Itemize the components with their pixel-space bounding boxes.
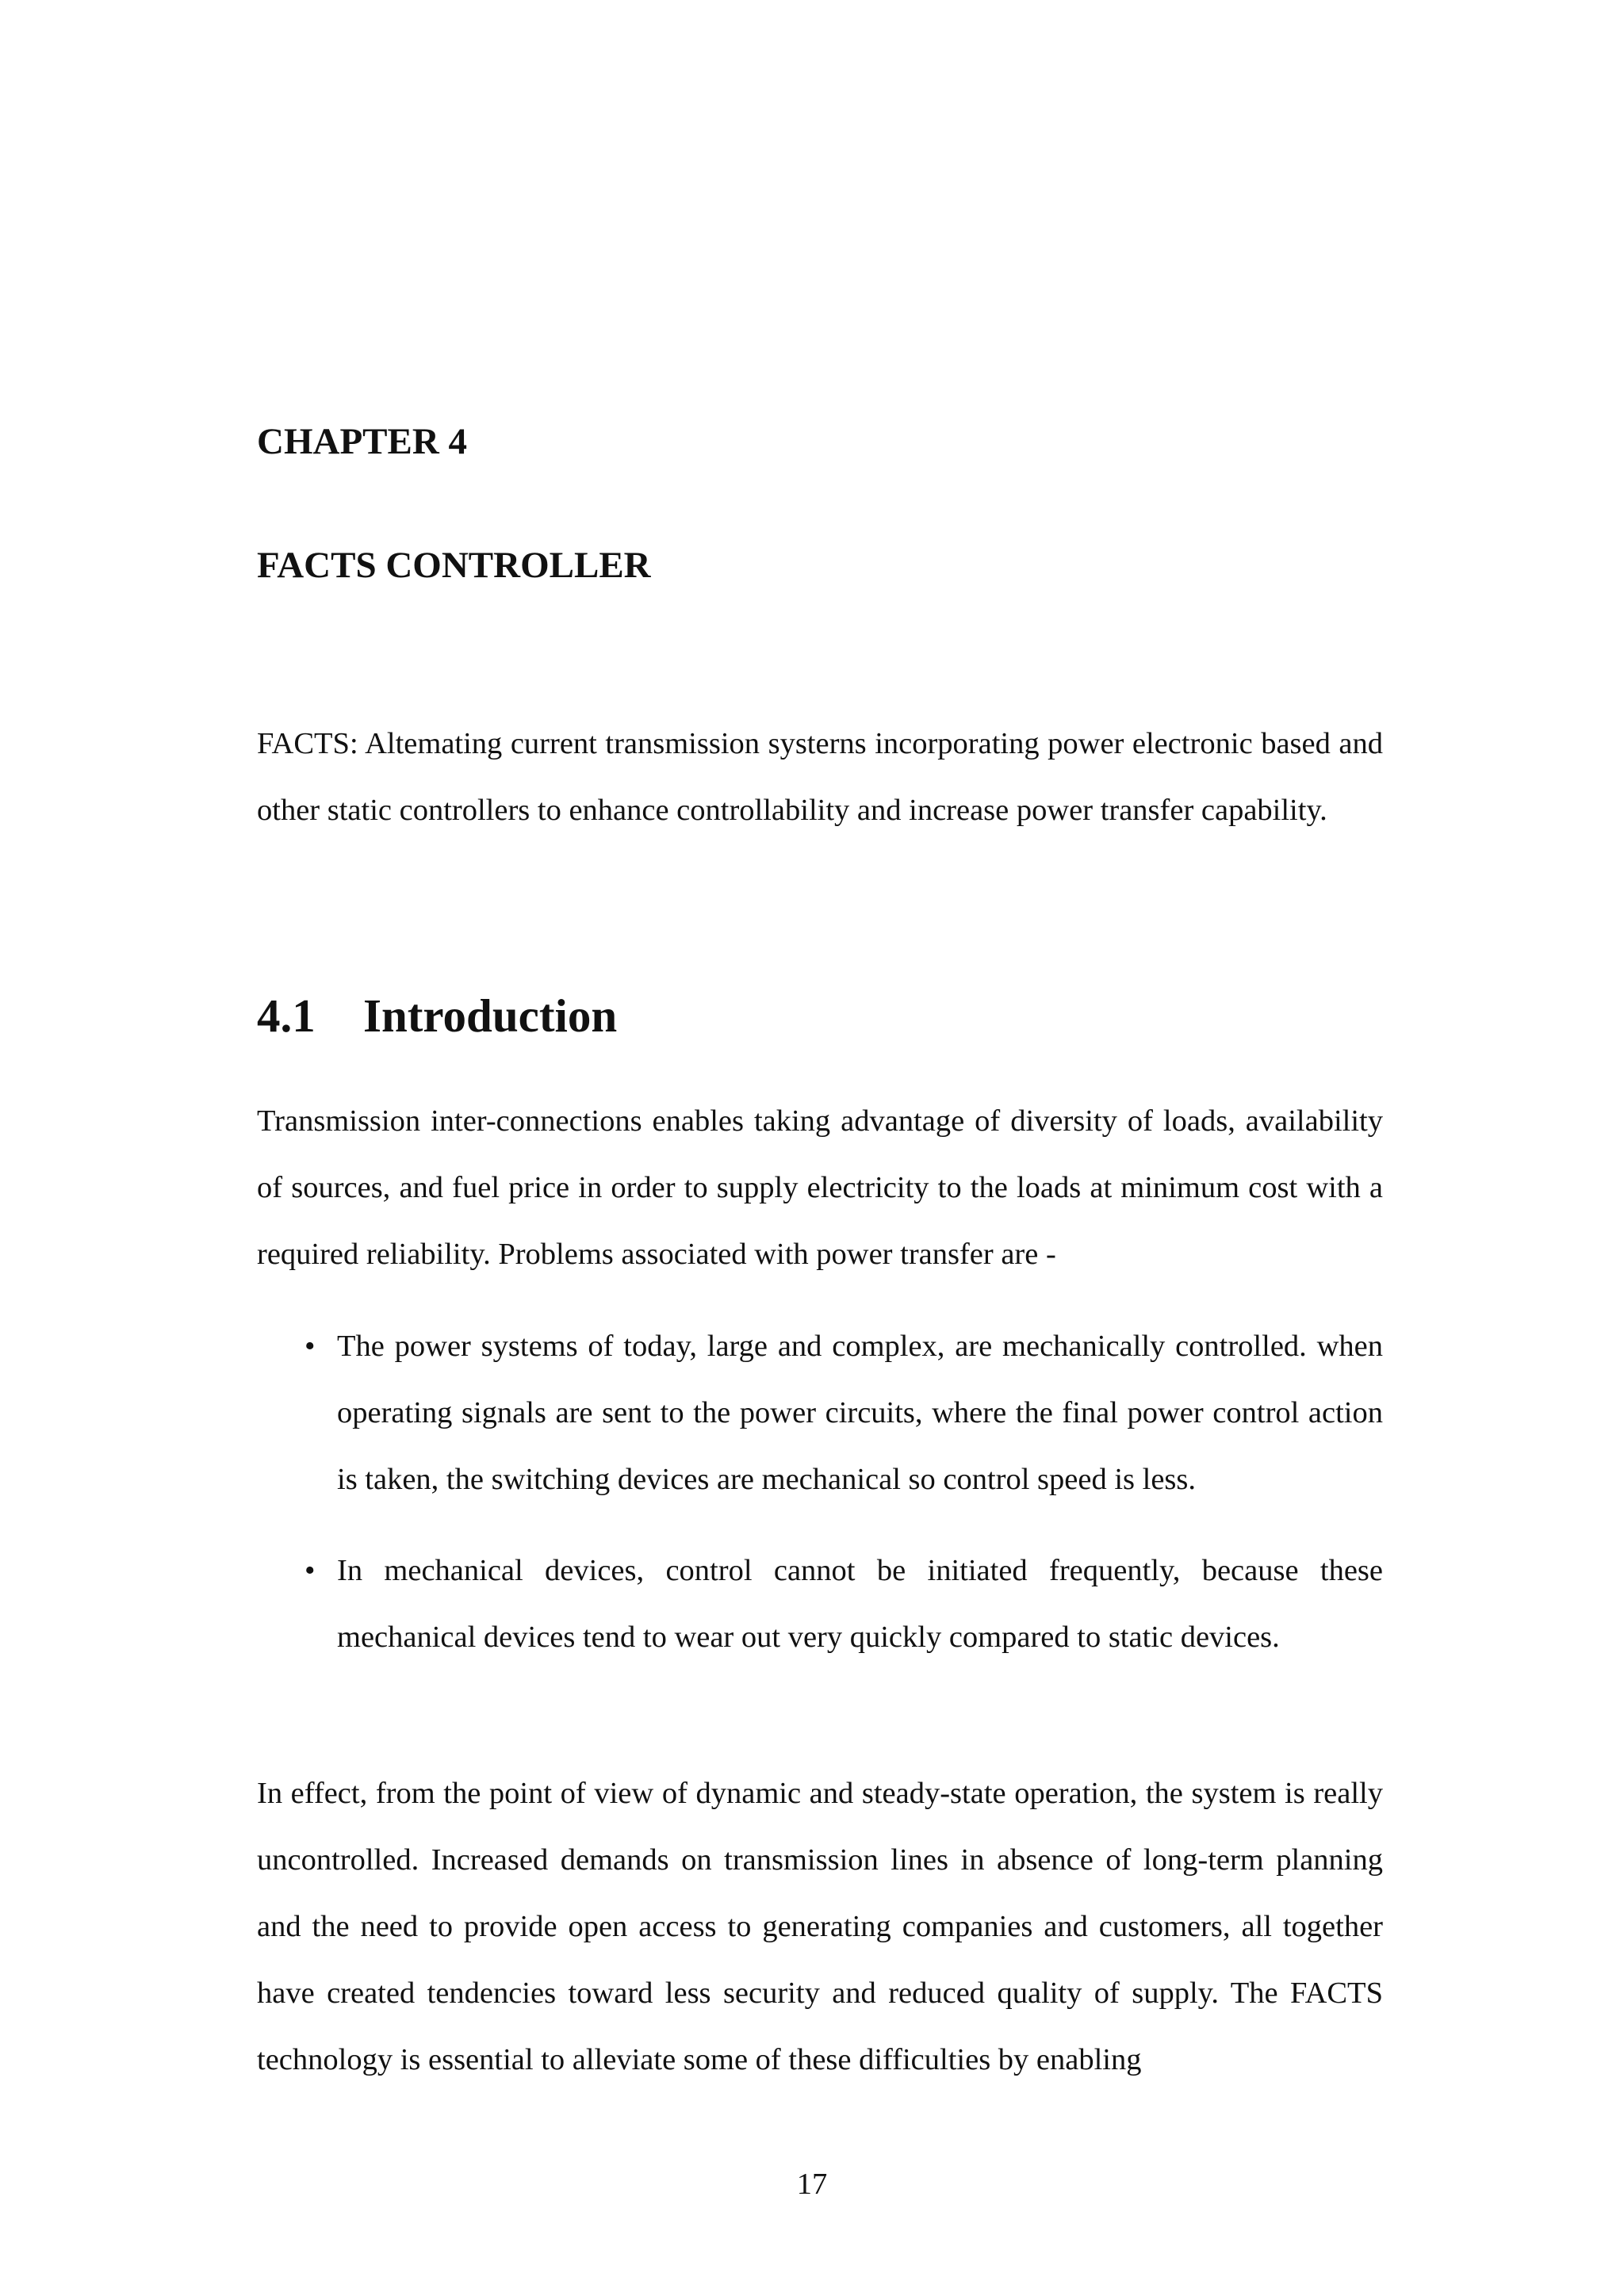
- page-number: 17: [796, 2168, 828, 2201]
- section-number: 4.1: [257, 989, 316, 1042]
- section-title: Introduction: [363, 989, 618, 1042]
- facts-definition-paragraph: FACTS: Altemating current transmission systerns incorporating power electronic based and other static controllers to enhance controllability and increase power transfer capability.: [257, 727, 1383, 827]
- list-item: [257, 1313, 1383, 1513]
- bullet-icon: •: [304, 1554, 316, 1587]
- section-heading: [257, 987, 617, 1044]
- list-item: [257, 1537, 1383, 1670]
- bullet-icon: •: [304, 1330, 316, 1363]
- list-item-text: The power systems of today, large and complex, are mechanically controlled. when operating signals are sent to the power circuits, where the final power control action is taken, the switching devices are mechanical so control speed is less.: [337, 1330, 1383, 1496]
- intro-paragraph: Transmission inter-connections enables taking advantage of diversity of loads, availability of sources, and fuel price in order to supply electricity to the loads at minimum cost with a required reliability. Problems associated with power transfer are -: [257, 1104, 1383, 1271]
- list-item-text: In mechanical devices, control cannot be initiated frequently, because these mechanical devices tend to wear out very quickly compared to static devices.: [337, 1554, 1383, 1654]
- chapter-title: FACTS CONTROLLER: [257, 545, 651, 586]
- problem-list: [257, 1313, 1383, 1695]
- chapter-label: CHAPTER 4: [257, 421, 468, 462]
- effect-paragraph: In effect, from the point of view of dynamic and steady-state operation, the system is really uncontrolled. Increased demands on transmission lines in absence of long-term planning and the need to provide open access to generating companies and customers, all together have created tendencies toward less security and reduced quality of supply. The FACTS technology is essential to alleviate some of these difficulties by enabling: [257, 1777, 1383, 2076]
